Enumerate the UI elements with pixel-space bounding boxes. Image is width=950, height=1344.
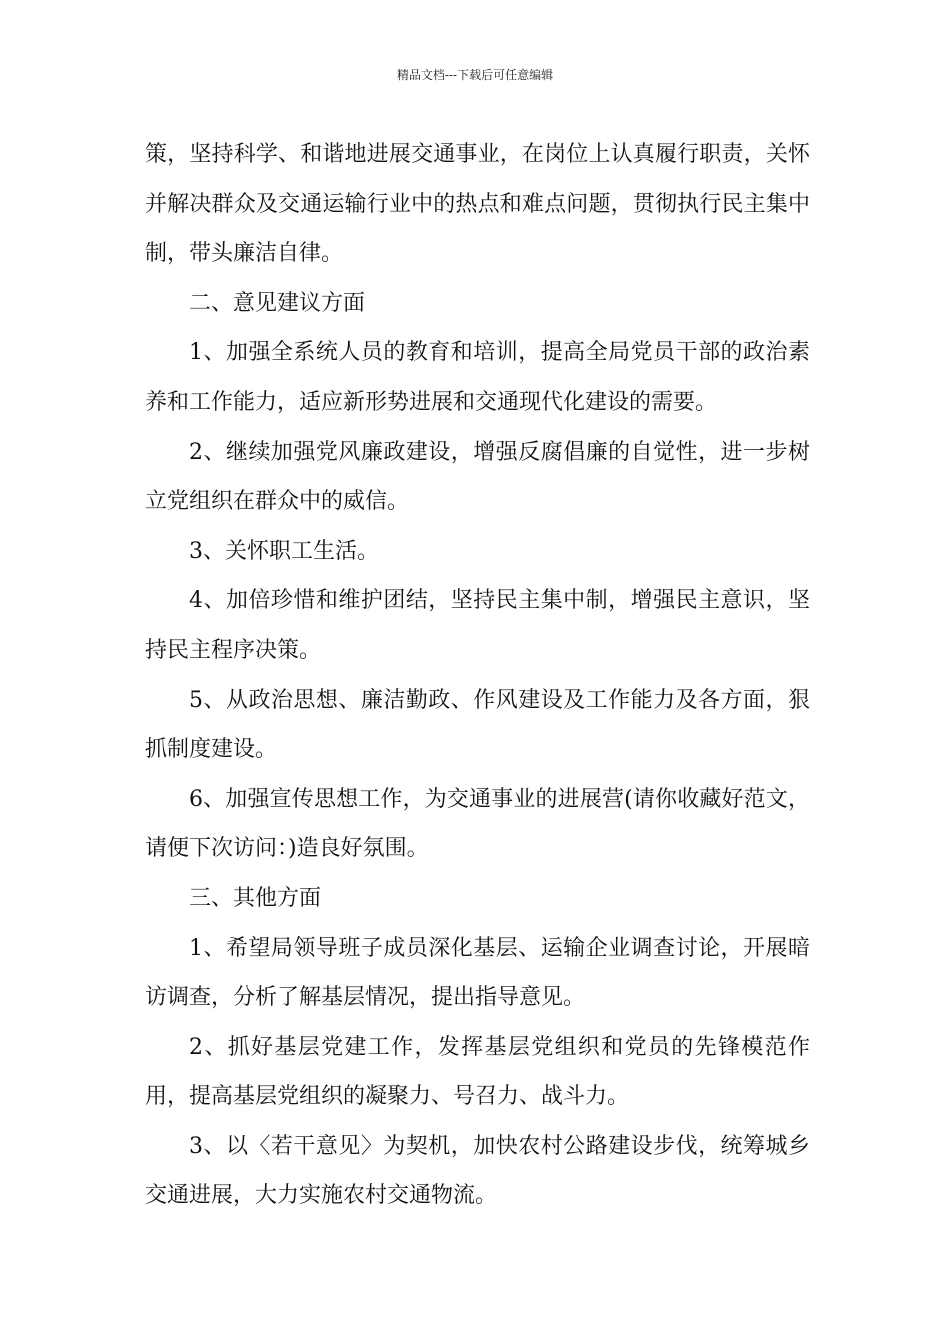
paragraph: 5、从政治思想、廉洁勤政、作风建设及工作能力及各方面，狠抓制度建设。 xyxy=(145,687,810,763)
paragraph: 4、加倍珍惜和维护团结，坚持民主集中制，增强民主意识，坚持民主程序决策。 xyxy=(145,588,810,663)
paragraph: 1、加强全系统人员的教育和培训，提高全局党员干部的政治素养和工作能力，适应新形势进展和交通现代化建设的需要。 xyxy=(145,340,810,415)
section-heading: 三、其他方面 xyxy=(189,885,322,911)
paragraph: 2、抓好基层党建工作，发挥基层党组织和党员的先锋模范作用，提高基层党组织的凝聚力、号召力、战斗力。 xyxy=(145,1034,810,1110)
paragraph: 2、继续加强党风廉政建设，增强反腐倡廉的自觉性，进一步树立党组织在群众中的威信。 xyxy=(145,439,810,515)
section-heading: 二、意见建议方面 xyxy=(189,290,366,316)
paragraph: 3、以〈若干意见〉为契机，加快农村公路建设步伐，统筹城乡交通进展，大力实施农村交通物流。 xyxy=(145,1133,810,1209)
paragraph: 3、关怀职工生活。 xyxy=(189,538,379,564)
paragraph: 6、加强宣传思想工作，为交通事业的进展营(请你收藏好范文，请便下次访问：)造良好氛围。 xyxy=(145,786,810,862)
document-body xyxy=(145,130,810,1221)
page-header: 精品文档---下载后可任意编辑 xyxy=(396,68,554,82)
paragraph: 1、希望局领导班子成员深化基层、运输企业调查讨论，开展暗访调查，分析了解基层情况，提出指导意见。 xyxy=(145,935,810,1011)
paragraph: 策，坚持科学、和谐地进展交通事业，在岗位上认真履行职责，关怀并解决群众及交通运输行业中的热点和难点问题，贯彻执行民主集中制，带头廉洁自律。 xyxy=(145,142,810,267)
